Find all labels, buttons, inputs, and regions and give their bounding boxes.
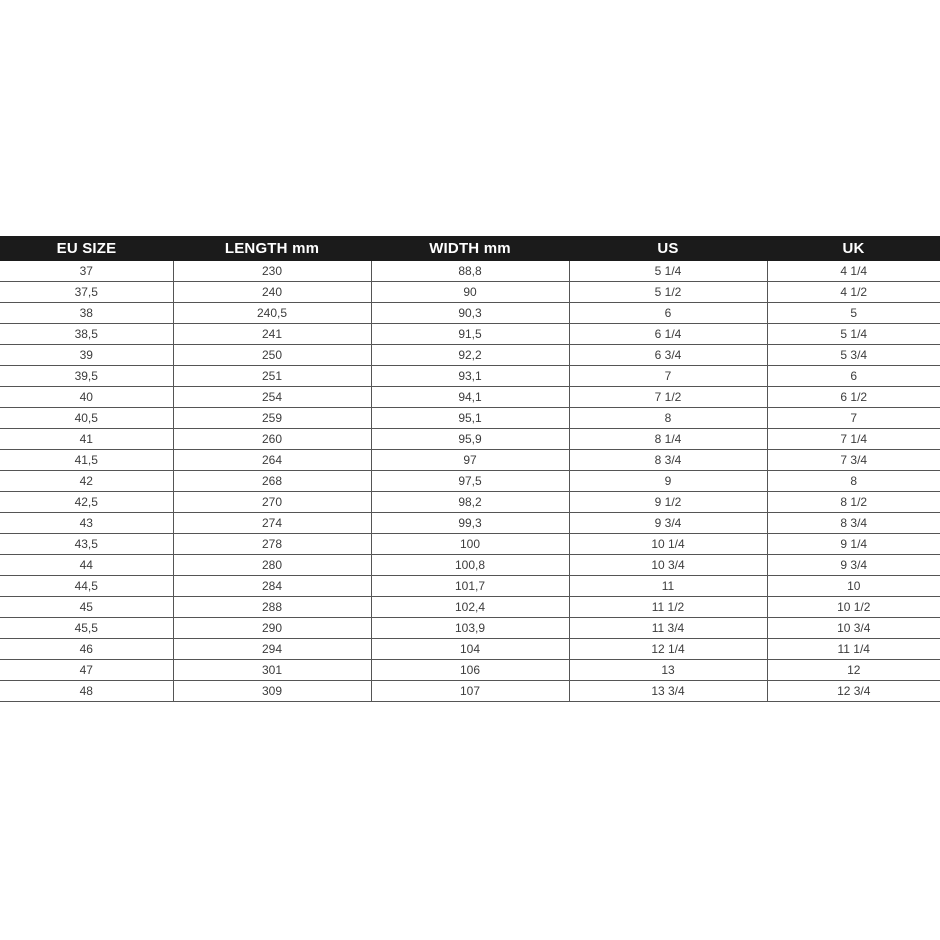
length-cell: 294 [173, 639, 371, 660]
eu-size-cell: 40,5 [0, 408, 173, 429]
table-row [0, 471, 940, 492]
table-row [0, 492, 940, 513]
width-cell: 97,5 [371, 471, 569, 492]
length-cell: 241 [173, 324, 371, 345]
eu-size-cell: 39,5 [0, 366, 173, 387]
eu-size-cell: 46 [0, 639, 173, 660]
uk-cell: 12 [767, 660, 940, 681]
us-cell: 9 1/2 [569, 492, 767, 513]
table-row [0, 429, 940, 450]
eu-size-cell: 38 [0, 303, 173, 324]
eu-size-cell: 45,5 [0, 618, 173, 639]
us-cell: 12 1/4 [569, 639, 767, 660]
width-cell: 101,7 [371, 576, 569, 597]
width-cell: 97 [371, 450, 569, 471]
width-cell: 90 [371, 282, 569, 303]
width-cell: 98,2 [371, 492, 569, 513]
width-cell: 106 [371, 660, 569, 681]
eu-size-cell: 47 [0, 660, 173, 681]
eu-size-cell: 38,5 [0, 324, 173, 345]
length-cell: 251 [173, 366, 371, 387]
table-row [0, 597, 940, 618]
us-cell: 10 1/4 [569, 534, 767, 555]
eu-size-cell: 42,5 [0, 492, 173, 513]
us-cell: 5 1/2 [569, 282, 767, 303]
table-body [0, 261, 940, 702]
header-width: WIDTH mm [371, 236, 569, 261]
uk-cell: 9 1/4 [767, 534, 940, 555]
header-eu-size: EU SIZE [0, 236, 173, 261]
length-cell: 264 [173, 450, 371, 471]
us-cell: 10 3/4 [569, 555, 767, 576]
length-cell: 250 [173, 345, 371, 366]
eu-size-cell: 40 [0, 387, 173, 408]
length-cell: 288 [173, 597, 371, 618]
table-row [0, 366, 940, 387]
length-cell: 280 [173, 555, 371, 576]
length-cell: 284 [173, 576, 371, 597]
width-cell: 90,3 [371, 303, 569, 324]
uk-cell: 8 [767, 471, 940, 492]
width-cell: 100 [371, 534, 569, 555]
us-cell: 8 1/4 [569, 429, 767, 450]
table-row [0, 282, 940, 303]
us-cell: 7 [569, 366, 767, 387]
us-cell: 13 [569, 660, 767, 681]
length-cell: 270 [173, 492, 371, 513]
table-row [0, 387, 940, 408]
uk-cell: 4 1/2 [767, 282, 940, 303]
uk-cell: 5 [767, 303, 940, 324]
uk-cell: 12 3/4 [767, 681, 940, 702]
table-row [0, 261, 940, 282]
table-row [0, 345, 940, 366]
us-cell: 8 3/4 [569, 450, 767, 471]
table-row [0, 324, 940, 345]
eu-size-cell: 43 [0, 513, 173, 534]
eu-size-cell: 43,5 [0, 534, 173, 555]
length-cell: 301 [173, 660, 371, 681]
length-cell: 274 [173, 513, 371, 534]
eu-size-cell: 44,5 [0, 576, 173, 597]
table-row [0, 450, 940, 471]
width-cell: 94,1 [371, 387, 569, 408]
table-row [0, 303, 940, 324]
table-row [0, 576, 940, 597]
us-cell: 9 [569, 471, 767, 492]
width-cell: 107 [371, 681, 569, 702]
uk-cell: 5 3/4 [767, 345, 940, 366]
length-cell: 268 [173, 471, 371, 492]
us-cell: 5 1/4 [569, 261, 767, 282]
us-cell: 9 3/4 [569, 513, 767, 534]
uk-cell: 10 1/2 [767, 597, 940, 618]
length-cell: 240,5 [173, 303, 371, 324]
uk-cell: 4 1/4 [767, 261, 940, 282]
width-cell: 92,2 [371, 345, 569, 366]
width-cell: 91,5 [371, 324, 569, 345]
table-row [0, 513, 940, 534]
header-uk: UK [767, 236, 940, 261]
eu-size-cell: 41,5 [0, 450, 173, 471]
us-cell: 13 3/4 [569, 681, 767, 702]
length-cell: 290 [173, 618, 371, 639]
uk-cell: 10 [767, 576, 940, 597]
width-cell: 102,4 [371, 597, 569, 618]
us-cell: 11 [569, 576, 767, 597]
uk-cell: 6 1/2 [767, 387, 940, 408]
eu-size-cell: 42 [0, 471, 173, 492]
table-row [0, 681, 940, 702]
table-header [0, 236, 940, 261]
us-cell: 6 1/4 [569, 324, 767, 345]
eu-size-cell: 37 [0, 261, 173, 282]
us-cell: 6 [569, 303, 767, 324]
uk-cell: 10 3/4 [767, 618, 940, 639]
length-cell: 309 [173, 681, 371, 702]
uk-cell: 6 [767, 366, 940, 387]
uk-cell: 7 [767, 408, 940, 429]
eu-size-cell: 37,5 [0, 282, 173, 303]
us-cell: 6 3/4 [569, 345, 767, 366]
header-row [0, 236, 940, 261]
size-chart-table [0, 236, 940, 702]
table-row [0, 660, 940, 681]
us-cell: 11 1/2 [569, 597, 767, 618]
length-cell: 230 [173, 261, 371, 282]
uk-cell: 7 1/4 [767, 429, 940, 450]
eu-size-cell: 48 [0, 681, 173, 702]
width-cell: 95,1 [371, 408, 569, 429]
width-cell: 88,8 [371, 261, 569, 282]
uk-cell: 8 1/2 [767, 492, 940, 513]
width-cell: 93,1 [371, 366, 569, 387]
length-cell: 240 [173, 282, 371, 303]
uk-cell: 9 3/4 [767, 555, 940, 576]
us-cell: 8 [569, 408, 767, 429]
length-cell: 260 [173, 429, 371, 450]
width-cell: 100,8 [371, 555, 569, 576]
uk-cell: 8 3/4 [767, 513, 940, 534]
length-cell: 254 [173, 387, 371, 408]
table-row [0, 555, 940, 576]
width-cell: 95,9 [371, 429, 569, 450]
width-cell: 104 [371, 639, 569, 660]
length-cell: 278 [173, 534, 371, 555]
table-row [0, 639, 940, 660]
us-cell: 7 1/2 [569, 387, 767, 408]
width-cell: 103,9 [371, 618, 569, 639]
eu-size-cell: 44 [0, 555, 173, 576]
uk-cell: 11 1/4 [767, 639, 940, 660]
table-row [0, 534, 940, 555]
header-us: US [569, 236, 767, 261]
table-row [0, 618, 940, 639]
uk-cell: 5 1/4 [767, 324, 940, 345]
header-length: LENGTH mm [173, 236, 371, 261]
eu-size-cell: 39 [0, 345, 173, 366]
uk-cell: 7 3/4 [767, 450, 940, 471]
eu-size-cell: 45 [0, 597, 173, 618]
length-cell: 259 [173, 408, 371, 429]
table-row [0, 408, 940, 429]
eu-size-cell: 41 [0, 429, 173, 450]
us-cell: 11 3/4 [569, 618, 767, 639]
width-cell: 99,3 [371, 513, 569, 534]
